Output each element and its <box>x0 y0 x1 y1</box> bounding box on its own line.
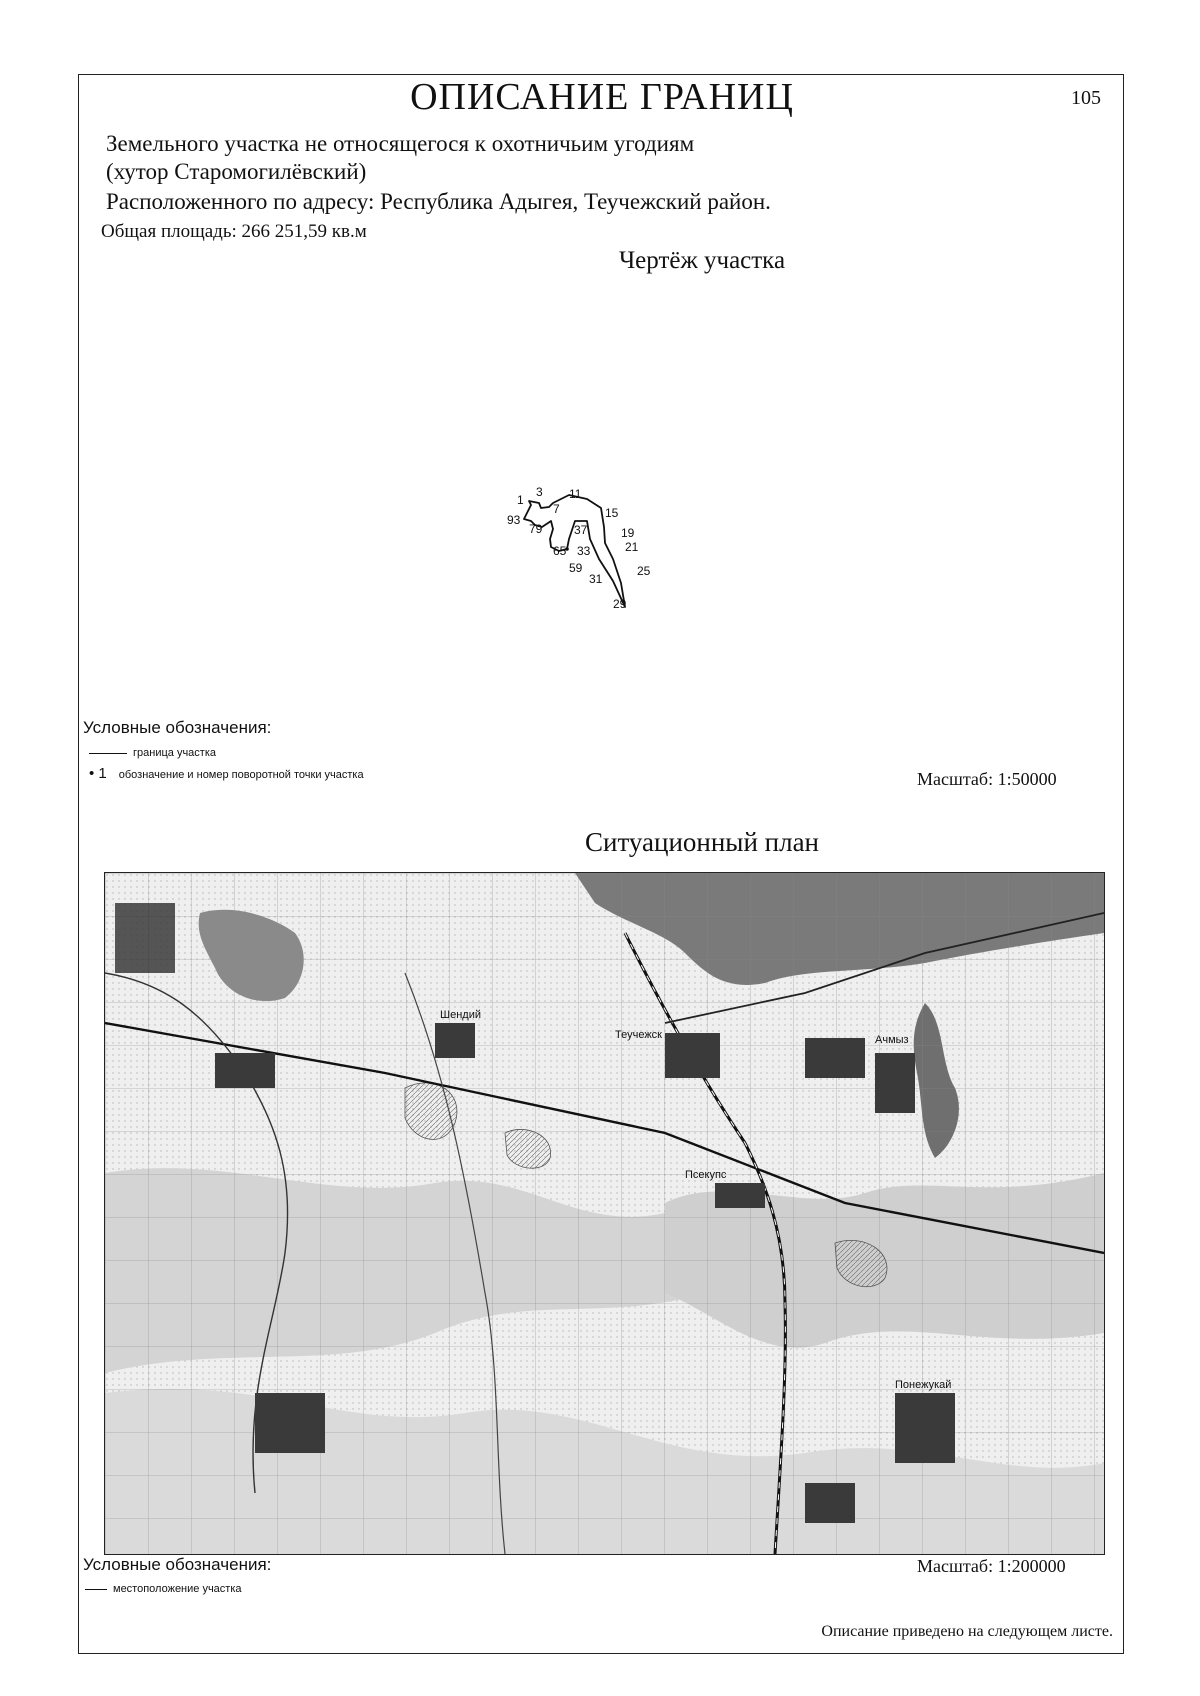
drawing-scale: Масштаб: 1:50000 <box>917 769 1057 789</box>
topographic-map <box>105 873 1104 1554</box>
legend-boundary-label: граница участка <box>133 747 216 759</box>
page-number: 105 <box>1071 87 1101 109</box>
point-label-29: 29 <box>613 597 627 611</box>
boundary-line-symbol <box>89 753 127 754</box>
point-label-3: 3 <box>536 485 543 499</box>
point-label-25: 25 <box>637 564 651 578</box>
point-label-79: 79 <box>529 522 543 536</box>
point-label-31: 31 <box>589 572 603 586</box>
point-label-65: 65 <box>553 544 567 558</box>
point-marker-symbol: • 1 <box>89 765 107 782</box>
drawing-title: Чертёж участка <box>618 247 786 274</box>
legend-heading: Условные обозначения: <box>83 718 272 737</box>
legend-point-row <box>89 765 364 782</box>
map-label-achmyz: Ачмыз <box>875 1034 909 1046</box>
map-label-ponezhukay: Понежукай <box>895 1379 952 1391</box>
footer-note: Описание приведено на следующем листе. <box>821 1623 1113 1640</box>
map-label-shendiy: Шендий <box>440 1009 481 1021</box>
point-label-21: 21 <box>625 540 639 554</box>
legend2-location-label: местоположение участка <box>113 1583 242 1595</box>
point-label-11: 11 <box>569 487 582 501</box>
point-label-37: 37 <box>574 523 588 537</box>
point-label-33: 33 <box>577 544 591 558</box>
point-label-19: 19 <box>621 526 635 540</box>
point-label-15: 15 <box>605 506 619 520</box>
map-label-teuchezhsk: Теучежск <box>615 1029 662 1041</box>
situation-plan-title: Ситуационный план <box>584 827 820 857</box>
map-scale: Масштаб: 1:200000 <box>917 1556 1066 1576</box>
legend2-heading: Условные обозначения: <box>83 1555 272 1574</box>
point-label-1: 1 <box>517 493 524 507</box>
plot-description: Земельного участка не относящегося к охотничьим угодиям <box>106 131 695 156</box>
legend2-location-row <box>85 1583 242 1595</box>
legend-boundary-row <box>89 747 216 759</box>
point-label-7: 7 <box>553 502 560 516</box>
plot-area: Общая площадь: 266 251,59 кв.м <box>101 221 367 242</box>
point-label-93: 93 <box>507 513 521 527</box>
plot-address: Расположенного по адресу: Республика Адыгея, Теучежский район. <box>106 189 771 214</box>
point-label-59: 59 <box>569 561 583 575</box>
map-label-psekups: Псекупс <box>685 1169 727 1181</box>
legend-point-label: обозначение и номер поворотной точки участка <box>118 769 364 781</box>
situation-map <box>104 872 1105 1555</box>
plot-drawing <box>479 435 699 615</box>
page-title: ОПИСАНИЕ ГРАНИЦ <box>410 76 794 118</box>
location-line-symbol <box>85 1589 107 1590</box>
plot-locality: (хутор Старомогилёвский) <box>106 159 367 184</box>
